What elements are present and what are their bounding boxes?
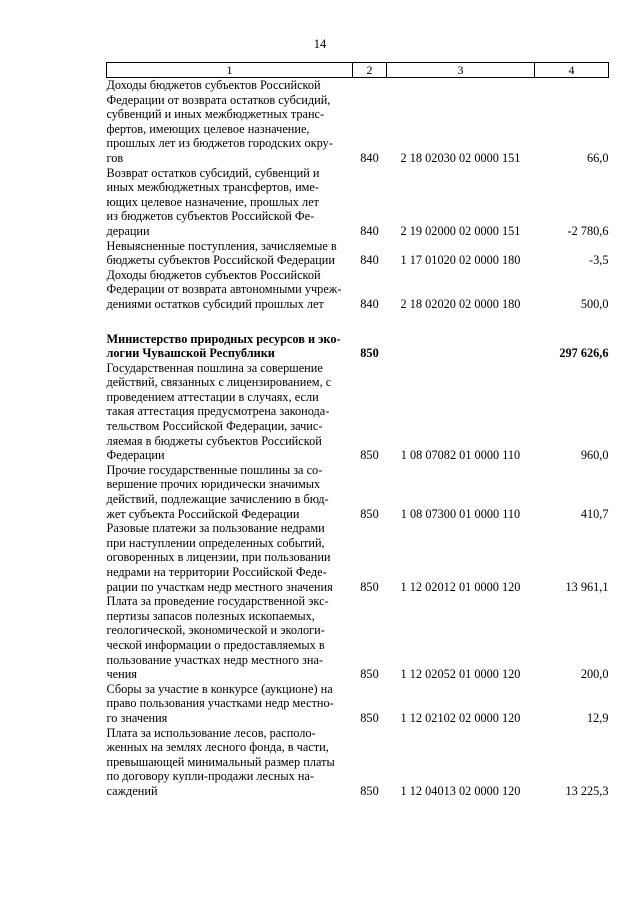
row-description [107, 268, 353, 312]
description-line: жет субъекта Российской Федерации [106, 506, 300, 521]
description-line: ющих целевое назначение, прошлых лет [106, 194, 319, 209]
row-amount: -2 780,6 [567, 223, 609, 238]
table-row [107, 594, 609, 682]
description-line: ляемая в бюджеты субъектов Российской [106, 433, 322, 448]
row-admin-code: 850 [360, 710, 379, 725]
description-line: Государственная пошлина за совершение [106, 360, 323, 375]
row-budget-classification-code: 1 12 02052 01 0000 120 [400, 667, 521, 682]
description-line: Доходы бюджетов субъектов Российской [106, 78, 321, 92]
row-budget-classification-code: 1 08 07082 01 0000 110 [400, 448, 521, 463]
row-admin-code: 850 [360, 579, 379, 594]
row-amount: 12,9 [586, 710, 609, 725]
row-description [107, 332, 353, 361]
row-description [107, 682, 353, 726]
description-line: действий, связанных с лицензированием, с [106, 375, 332, 390]
description-line: Невыясненные поступления, зачисляемые в [106, 238, 337, 253]
description-line: женных на землях лесного фонда, в части, [106, 740, 329, 755]
row-admin-code: 850 [360, 667, 379, 682]
row-budget-classification-code: 2 18 02030 02 0000 151 [400, 150, 521, 165]
spacer-cell [107, 312, 609, 332]
row-budget-classification-code: 1 08 07300 01 0000 110 [400, 506, 521, 521]
description-line: вершение прочих юридически значимых [106, 477, 321, 492]
row-admin-code: 850 [360, 506, 379, 521]
description-line: Федерации от возврата остатков субсидий, [106, 92, 331, 107]
table-row [107, 726, 609, 799]
row-amount: 297 626,6 [559, 346, 609, 361]
row-admin-code: 850 [360, 346, 379, 361]
row-amount: -3,5 [589, 253, 609, 268]
row-amount: 13 225,3 [565, 783, 609, 798]
description-line: оговоренных в лицензии, при пользовании [106, 550, 331, 565]
column-header-4: 4 [535, 63, 609, 78]
row-budget-classification-code [387, 332, 535, 361]
table-row [107, 682, 609, 726]
table-header-row [107, 63, 609, 78]
description-line: право пользования участками недр местно- [106, 696, 334, 711]
table-row-ministry-header [107, 332, 609, 361]
row-admin-code: 840 [360, 253, 379, 268]
row-budget-classification-code: 1 17 01020 02 0000 180 [400, 253, 521, 268]
table-row [107, 463, 609, 521]
row-description [107, 521, 353, 594]
description-line: Плата за использование лесов, располо- [106, 725, 316, 740]
description-line: Разовые платежи за пользование недрами [106, 521, 325, 536]
description-line: рации по участкам недр местного значения [106, 579, 333, 594]
table-row [107, 268, 609, 312]
description-line: пертизы запасов полезных ископаемых, [106, 608, 315, 623]
description-line: Плата за проведение государственной экс- [106, 594, 329, 609]
description-line: го значения [106, 710, 168, 725]
table-body [107, 78, 609, 799]
description-line: ческой информации о предоставляемых в [106, 637, 325, 652]
description-line: превышающей минимальный размер платы [106, 754, 335, 769]
description-line: гов [106, 150, 124, 165]
row-budget-classification-code: 1 12 04013 02 0000 120 [400, 783, 521, 798]
description-line: дерации [106, 223, 150, 238]
description-line: субвенций и иных межбюджетных транс- [106, 107, 325, 122]
description-line: тельством Российской Федерации, зачис- [106, 419, 323, 434]
description-line: чения [106, 667, 137, 682]
column-header-2: 2 [353, 63, 387, 78]
row-description [107, 78, 353, 166]
row-description [107, 166, 353, 239]
row-admin-code: 840 [360, 296, 379, 311]
description-line: пользование участках недр местного зна- [106, 652, 324, 667]
row-description [107, 463, 353, 521]
description-line: геологической, экономической и экологи- [106, 623, 325, 638]
description-line: бюджеты субъектов Российской Федерации [106, 253, 335, 268]
table-row [107, 521, 609, 594]
row-budget-classification-code: 2 19 02000 02 0000 151 [400, 223, 521, 238]
page-number: 14 [313, 37, 327, 51]
description-line: логии Чувашской Республики [106, 346, 275, 361]
description-line: Министерство природных ресурсов и эко- [106, 331, 341, 346]
row-description [107, 239, 353, 268]
description-line: недрами на территории Российской Феде- [106, 565, 327, 579]
row-description [107, 726, 353, 799]
description-line: Прочие государственные пошлины за со- [106, 462, 323, 477]
description-line: проведением аттестации в случаях, если [106, 389, 319, 404]
row-amount: 66,0 [586, 150, 609, 165]
table-row [107, 78, 609, 166]
column-header-3: 3 [387, 63, 535, 78]
description-line: саждений [106, 783, 158, 798]
column-header-1: 1 [107, 63, 353, 78]
row-amount: 200,0 [580, 667, 609, 682]
row-budget-classification-code: 2 18 02020 02 0000 180 [400, 296, 521, 311]
description-line: по договору купли-продажи лесных на- [106, 769, 314, 784]
description-line: Доходы бюджетов субъектов Российской [106, 267, 321, 282]
description-line: действий, подлежащие зачислению в бюд- [106, 492, 329, 507]
budget-revenue-table [106, 62, 609, 799]
description-line: фертов, имеющих целевое назначение, [106, 121, 310, 136]
row-admin-code: 840 [360, 223, 379, 238]
row-description [107, 594, 353, 682]
row-admin-code: 850 [360, 783, 379, 798]
description-line: Федерации [106, 448, 165, 463]
description-line: из бюджетов субъектов Российской Фе- [106, 209, 315, 224]
description-line: при наступлении определенных событий, [106, 535, 325, 550]
description-line: Сборы за участие в конкурсе (аукционе) на [106, 681, 333, 696]
description-line: дениями остатков субсидий прошлых лет [106, 296, 324, 311]
description-line: Федерации от возврата автономными учреж- [106, 282, 342, 297]
row-budget-classification-code: 1 12 02102 02 0000 120 [400, 710, 521, 725]
row-description [107, 361, 353, 463]
row-amount: 13 961,1 [565, 579, 609, 594]
description-line: такая аттестация предусмотрена законода- [106, 404, 330, 419]
table-row [107, 166, 609, 239]
table-row [107, 361, 609, 463]
row-budget-classification-code: 1 12 02012 01 0000 120 [400, 579, 521, 594]
description-line: прошлых лет из бюджетов городских окру- [106, 136, 333, 151]
section-spacer [107, 312, 609, 332]
row-amount: 410,7 [580, 506, 609, 521]
description-line: Возврат остатков субсидий, субвенций и [106, 165, 320, 180]
row-admin-code: 840 [360, 150, 379, 165]
table-row [107, 239, 609, 268]
row-admin-code: 850 [360, 448, 379, 463]
row-amount: 500,0 [580, 296, 609, 311]
description-line: иных межбюджетных трансфертов, име- [106, 180, 319, 195]
row-amount: 960,0 [580, 448, 609, 463]
